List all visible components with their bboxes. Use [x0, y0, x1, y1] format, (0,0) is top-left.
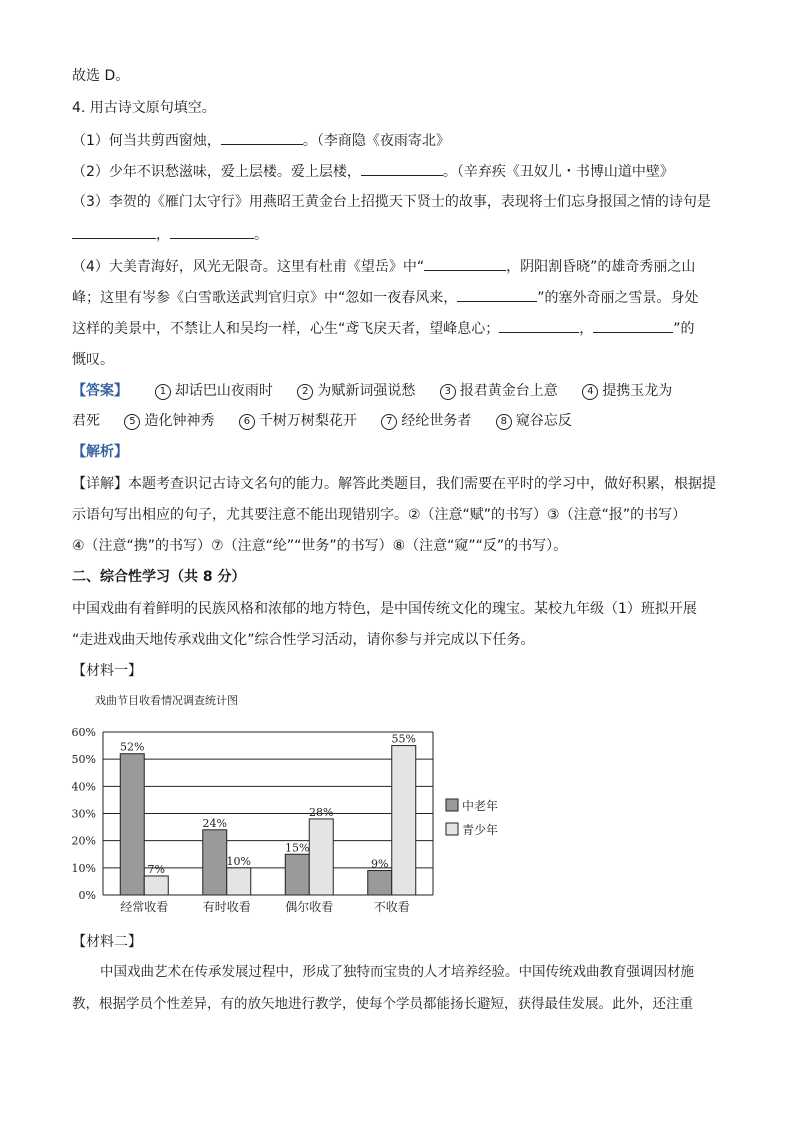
answer-item: 2 为赋新词强说愁 [297, 383, 415, 399]
chart-title: 戏曲节目收看情况调查统计图 [95, 694, 238, 707]
bar-value-label: 7% [147, 862, 165, 876]
answer-item: 1 却话巴山夜雨时 [155, 383, 273, 399]
y-tick-label: 50% [71, 753, 96, 767]
legend-label: 中老年 [462, 799, 499, 813]
question-text: ”的 [673, 321, 695, 337]
question-text: 。 [254, 227, 268, 243]
y-tick-label: 10% [71, 861, 96, 875]
question-text: ， [579, 321, 594, 337]
question-item-3-blanks: ， 。 [72, 224, 268, 245]
answer-blank[interactable] [457, 287, 537, 302]
bar-value-label: 28% [309, 805, 334, 819]
question-text: （1）何当共剪西窗烛， [72, 133, 221, 149]
y-tick-label: 60% [71, 726, 96, 739]
material-1-label: 【材料一】 [72, 663, 142, 679]
bar-value-label: 24% [202, 816, 227, 830]
detail-text: 本题考查识记古诗文名句的能力。解答此类题目，我们需要在平时的学习中，做好积累，根据提 [128, 476, 716, 492]
text-line: 故选 D。 [72, 68, 130, 84]
y-tick-label: 0% [78, 889, 96, 902]
answer-item: 7 经纶世务者 [381, 413, 471, 429]
detail-label: 【详解】 [72, 476, 128, 492]
legend-swatch [446, 823, 458, 835]
x-tick-label: 偶尔收看 [285, 900, 334, 914]
detail-line-2: 示语句写出相应的句子，尤其要注意不能出现错别字。②（注意“赋”的书写）③（注意“报”的书写） [72, 507, 687, 523]
answer-item-cont: 君死 [72, 413, 100, 429]
question-text: 峰；这里有岑参《白雪歌送武判官归京》中“忽如一夜春风来， [72, 290, 458, 306]
analysis-label: 【解析】 [72, 444, 128, 460]
question-text: 。（辛弃疾《丑奴儿・书博山道中壁》 [442, 164, 674, 180]
question-text: ”的塞外奇丽之雪景。身处 [537, 290, 699, 306]
question-item-3 [72, 192, 711, 212]
answer-row-2 [72, 411, 572, 431]
bar [285, 854, 309, 895]
y-tick-label: 20% [71, 834, 96, 848]
bar-value-label: 9% [371, 857, 389, 871]
detail-line-3: ④（注意“携”的书写）⑦（注意“纶”“世务”的书写）⑧（注意“窥”“反”的书写）。 [72, 538, 568, 554]
section-title: 二、综合性学习（共 8 分） [72, 569, 246, 585]
bar-value-label: 10% [226, 854, 251, 868]
answer-item: 4 提携玉龙为 [582, 383, 672, 399]
x-tick-label: 经常收看 [120, 900, 169, 914]
bar [309, 819, 333, 895]
question-item-4 [72, 256, 695, 277]
question-item-4-line2 [72, 287, 699, 308]
bar-value-label: 15% [285, 841, 310, 855]
material-2-line-1: 中国戏曲艺术在传承发展过程中，形成了独特而宝贵的人才培养经验。中国传统戏曲教育强调因材施 [100, 964, 694, 980]
answer-blank[interactable] [221, 130, 303, 145]
answer-item: 5 造化钟神秀 [124, 413, 214, 429]
question-text: （3）李贺的《雁门太守行》用燕昭王黄金台上招揽天下贤士的故事，表现将士们忘身报国之情的诗句是 [72, 194, 711, 210]
x-tick-label: 有时收看 [202, 900, 251, 914]
bar [120, 754, 144, 895]
bar [227, 868, 251, 895]
question-text: 这样的美景中，不禁让人和吴均一样，心生“鸢飞戾天者，望峰息心； [72, 321, 500, 337]
question-item-4-line3 [72, 318, 695, 339]
x-tick-label: 不收看 [373, 900, 410, 914]
legend-swatch [446, 799, 458, 811]
question-text: ，阴阳割昏晓”的雄奇秀丽之山 [506, 259, 696, 275]
question-text: 。（李商隐《夜雨寄北》 [302, 133, 450, 149]
answer-blank[interactable] [593, 318, 673, 333]
detail-line-1 [72, 474, 716, 494]
question-text: （4）大美青海好，风光无限奇。这里有杜甫《望岳》中“ [72, 259, 425, 275]
question-text: （2）少年不识愁滋味，爱上层楼。爱上层楼， [72, 164, 361, 180]
section-intro-line-1: 中国戏曲有着鲜明的民族风格和浓郁的地方特色，是中国传统文化的瑰宝。某校九年级（1）班拟开展 [72, 601, 697, 617]
answer-label: 【答案】 [72, 383, 128, 399]
y-tick-label: 30% [71, 807, 96, 821]
y-tick-label: 40% [71, 780, 96, 794]
bar [392, 746, 416, 895]
answer-blank[interactable] [424, 256, 506, 271]
bar-value-label: 55% [391, 732, 416, 746]
answer-blank[interactable] [361, 161, 443, 176]
bar [144, 876, 168, 895]
answer-blank[interactable] [499, 318, 579, 333]
question-item-1 [72, 130, 450, 151]
bar [368, 871, 392, 895]
material-2-line-2: 教，根据学员个性差异，有的放矢地进行教学，使每个学员都能扬长避短，获得最佳发展。此外，还注重 [72, 996, 693, 1012]
answer-blank[interactable] [72, 224, 156, 239]
bar-value-label: 52% [120, 740, 145, 754]
section-intro-line-2: “走进戏曲天地传承戏曲文化”综合性学习活动，请你参与并完成以下任务。 [72, 632, 535, 648]
answer-row-1 [72, 381, 672, 401]
answer-item: 6 千树万树梨花开 [239, 413, 357, 429]
bar [203, 830, 227, 895]
answer-item: 8 窥谷忘反 [496, 413, 572, 429]
question-heading: 4. 用古诗文原句填空。 [72, 100, 216, 116]
answer-blank[interactable] [170, 224, 254, 239]
answer-item: 3 报君黄金台上意 [440, 383, 558, 399]
question-item-2 [72, 161, 674, 182]
question-item-4-line4: 慨叹。 [72, 352, 114, 368]
material-2-label: 【材料二】 [72, 934, 142, 950]
legend-label: 青少年 [462, 823, 499, 837]
